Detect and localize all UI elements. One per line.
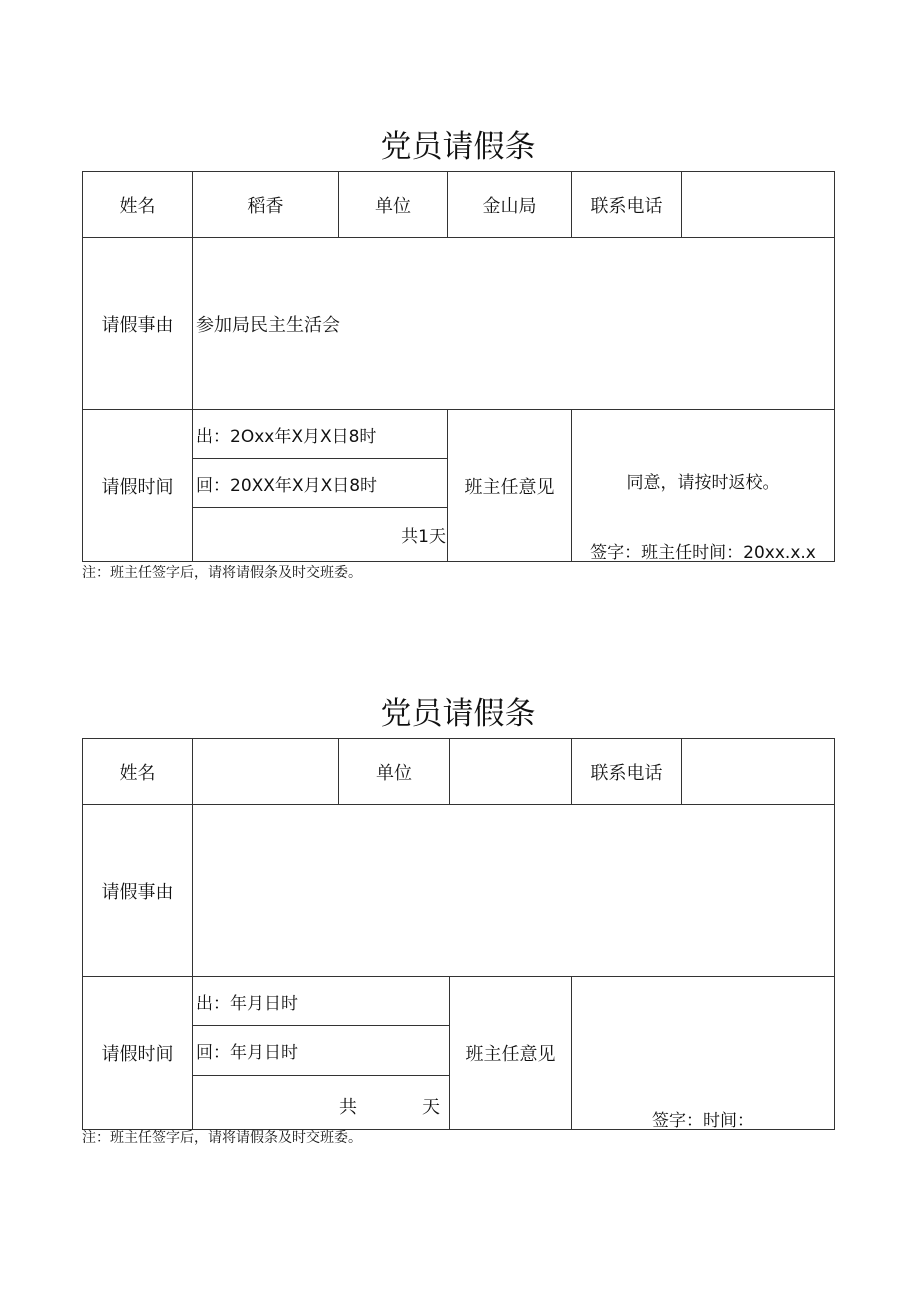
reason-label: 请假事由: [82, 804, 193, 977]
phone-label: 联系电话: [571, 738, 682, 805]
depart-time: 出：2Oxx年X月X日8时: [192, 409, 448, 459]
form-note: 注：班主任签字后，请将请假条及时交班委。: [82, 1130, 362, 1146]
form-title: 党员请假条: [380, 129, 536, 165]
phone-value: [681, 738, 835, 805]
signature-line: 签字：班主任时间：20xx.x.x: [590, 543, 816, 563]
reason-label: 请假事由: [82, 237, 193, 410]
teacher-opinion: 同意，请按时返校。: [626, 473, 780, 493]
reason-value: [192, 804, 835, 977]
total-days: 共1天: [192, 507, 448, 562]
depart-time: 出：年月日时: [192, 976, 450, 1026]
unit-label: 单位: [338, 738, 450, 805]
teacher-opinion-label: 班主任意见: [449, 976, 572, 1130]
total-unit-label: 天: [422, 1097, 440, 1118]
teacher-opinion-box: [571, 409, 835, 562]
unit-value: 金山局: [447, 171, 572, 238]
name-value: 稻香: [192, 171, 339, 238]
name-label: 姓名: [82, 171, 193, 238]
teacher-opinion-box: [571, 976, 835, 1130]
phone-label: 联系电话: [571, 171, 682, 238]
unit-label: 单位: [338, 171, 448, 238]
total-count-label: 共: [339, 1097, 357, 1118]
time-label: 请假时间: [82, 409, 193, 562]
phone-value: [681, 171, 835, 238]
time-label: 请假时间: [82, 976, 193, 1130]
teacher-opinion-label: 班主任意见: [447, 409, 572, 562]
form-note: 注：班主任签字后，请将请假条及时交班委。: [82, 565, 362, 581]
return-time: 回：20XX年X月X日8时: [192, 458, 448, 508]
signature-line: 签字：时间：: [652, 1111, 754, 1131]
reason-value: 参加局民主生活会: [192, 237, 835, 410]
form-title: 党员请假条: [380, 696, 536, 732]
total-days-box: [192, 1075, 450, 1130]
name-label: 姓名: [82, 738, 193, 805]
return-time: 回：年月日时: [192, 1025, 450, 1076]
name-value: [192, 738, 339, 805]
unit-value: [449, 738, 572, 805]
